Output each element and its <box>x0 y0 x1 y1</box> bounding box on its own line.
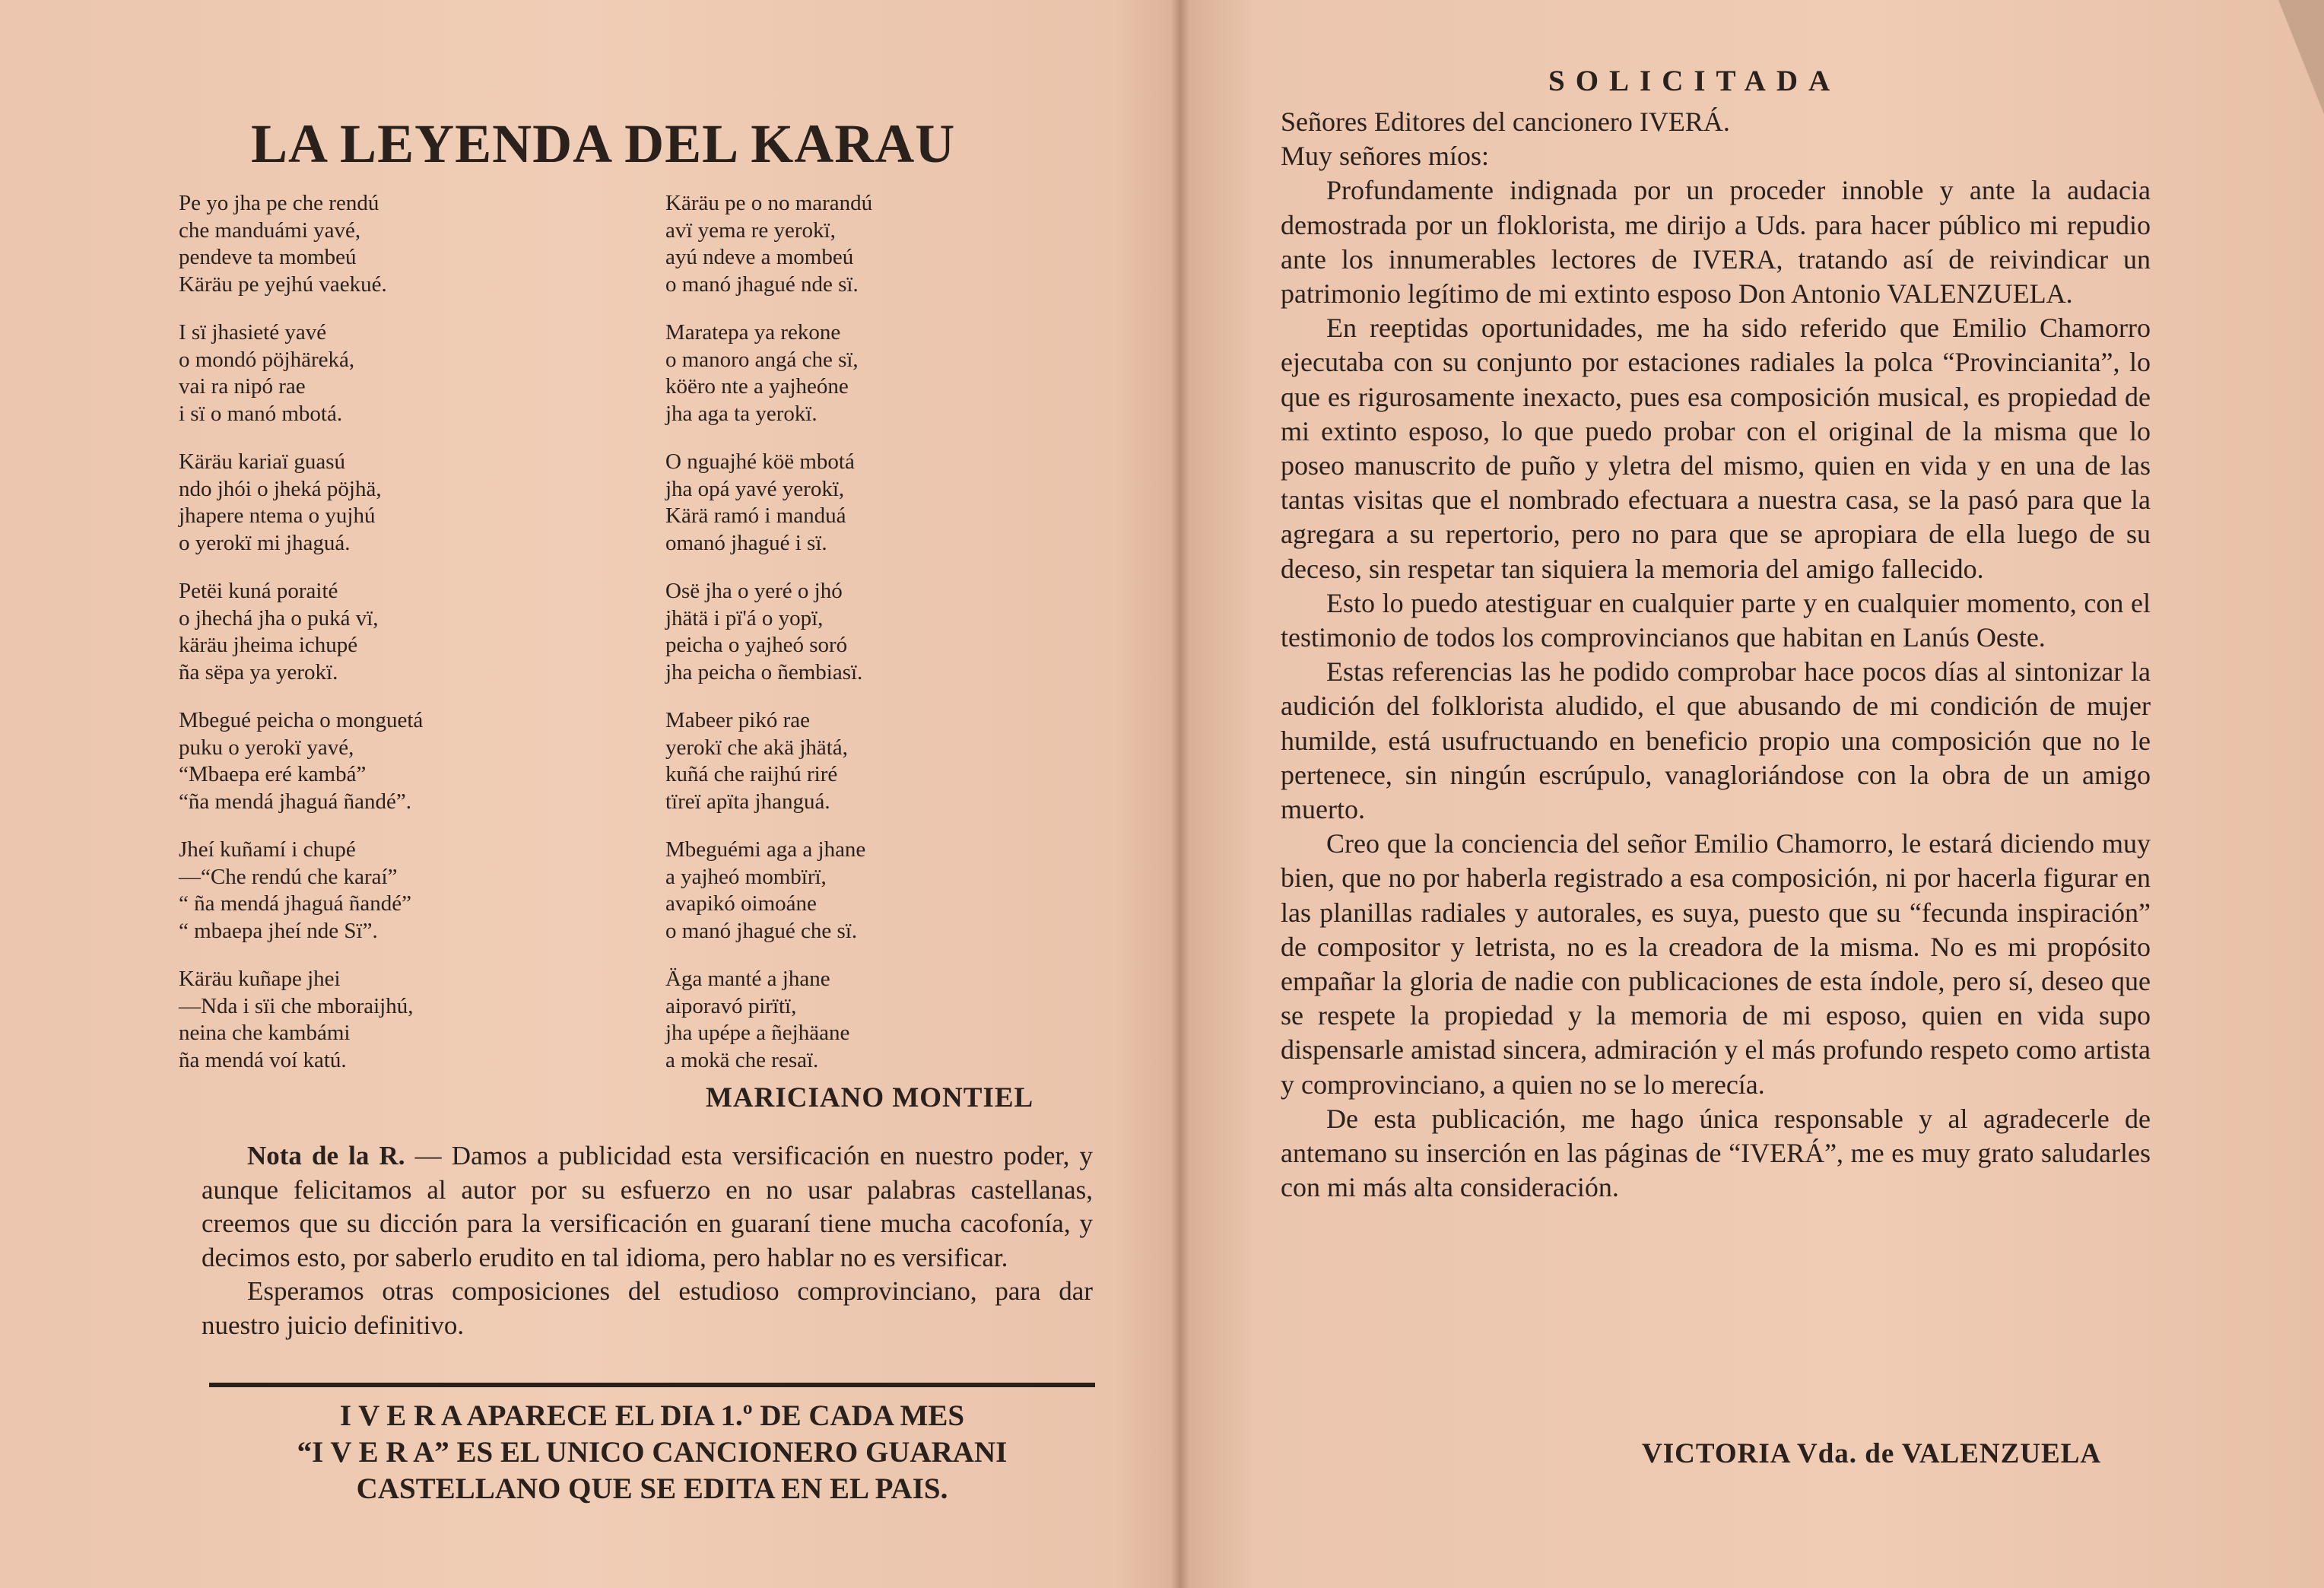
poem-line: ndo jhói o jheká pöjhä, <box>179 476 382 501</box>
poem-line: Maratepa ya rekone <box>665 320 841 345</box>
poem-stanza-1-2 <box>179 319 605 427</box>
poem-line: o yerokï mi jhaguá. <box>179 530 351 555</box>
poem-line: o mondó pöjhäreká, <box>179 347 355 372</box>
poem-line: jha peicha o ñembiasï. <box>665 659 863 684</box>
poem-stanza-2-5 <box>665 707 1061 815</box>
poem-line: puku o yerokï yavé, <box>179 735 354 760</box>
letter-title: SOLICITADA <box>1548 65 1841 97</box>
poem-line: jha upépe a ñejhäane <box>665 1021 850 1045</box>
poem-line: jha aga ta yerokï. <box>665 401 818 426</box>
poem-line: Kärä ramó i manduá <box>665 503 846 528</box>
salutation-line-1: Señores Editores del cancionero IVERÁ. <box>1281 106 1730 137</box>
poem-stanza-1-4 <box>179 578 605 686</box>
poem-line: Käräu pe o no marandú <box>665 191 873 215</box>
letter-paragraph-3: Esto lo puedo atestiguar en cualquier parte y en cualquier momento, con el testimonio de todos los comprovincianos que habitan en Lanús Oeste. <box>1281 587 2151 653</box>
right-page <box>1189 0 2324 1588</box>
poem-line: Mbegué peicha o monguetá <box>179 708 424 732</box>
salutation-line-2: Muy señores míos: <box>1281 141 1489 172</box>
poem-line: “ ña mendá jhaguá ñandé” <box>179 891 411 916</box>
poem-stanza-1-6 <box>179 837 605 945</box>
poem-line: a mokä che resaï. <box>665 1047 819 1072</box>
poem-line: “Mbaepa eré kambá” <box>179 762 367 786</box>
poem-line: yerokï che akä jhätá, <box>665 735 848 760</box>
divider-rule <box>209 1383 1095 1387</box>
poem-line: köëro nte a yajheóne <box>665 374 849 399</box>
footer-line-3: CASTELLANO QUE SE EDITA EN EL PAIS. <box>356 1472 948 1505</box>
poem-line: o jhechá jha o puká vï, <box>179 605 379 630</box>
letter-paragraph-6: De esta publicación, me hago única responsable y al agradecerle de antemano su inserción en las páginas de “IVERÁ”, me es muy grato saludarles con mi más alta consideración. <box>1281 1103 2151 1203</box>
poem-line: Käräu pe yejhú vaekué. <box>179 272 387 297</box>
poem-line: aiporavó pirïtï, <box>665 993 797 1018</box>
poem-line: che manduámi yavé, <box>179 218 361 243</box>
page-gutter <box>1171 0 1189 1588</box>
poem-stanza-2-1 <box>665 190 1061 298</box>
poem-line: avï yema re yerokï, <box>665 218 836 243</box>
poem-line: i sï o manó mbotá. <box>179 401 343 426</box>
poem-stanza-1-1 <box>179 190 605 298</box>
poem-title: LA LEYENDA DEL KARAU <box>251 113 956 174</box>
poem-line: tïreï apïta jhanguá. <box>665 789 830 814</box>
poem-stanza-2-7 <box>665 966 1061 1074</box>
poem-line: —“Che rendú che karaí” <box>179 864 398 889</box>
poem-stanza-1-3 <box>179 449 605 557</box>
poem-line: Äga manté a jhane <box>665 967 830 991</box>
poem-line: vai ra nipó rae <box>179 374 306 399</box>
poem-line: “ mbaepa jheí nde Sï”. <box>179 918 378 943</box>
poem-line: Pe yo jha pe che rendú <box>179 191 379 215</box>
letter-signature: VICTORIA Vda. de VALENZUELA <box>1642 1438 2102 1469</box>
poem-line: käräu jheima ichupé <box>179 633 358 657</box>
poem-line: neina che kambámi <box>179 1021 351 1045</box>
poem-line: I sï jhasieté yavé <box>179 320 327 345</box>
poem-line: a yajheó mombïrï, <box>665 864 827 889</box>
letter-paragraph-2: En reeptidas oportunidades, me ha sido referido que Emilio Chamorro ejecutaba con su conjunto por estaciones radiales la polca “Provincianita”, lo que es rigurosamente inexacto, pues esa composición musical, es propiedad de mi extinto esposo, lo que puedo probar con el original de la misma que lo poseo manuscrito de puño y yletra del mismo, quien en vida y en una de las tantas visitas que el nombrado efectuara a nuestra casa, se la pasó para que la agregara a su repertorio, pero no para que se apropiara de ella luego de su deceso, sin respetar tan siquiera la memoria del amigo fallecido. <box>1281 313 2151 584</box>
poem-line: jha opá yavé yerokï, <box>665 476 845 501</box>
poem-line: avapikó oimoáne <box>665 891 817 916</box>
poem-line: Käräu kuñape jhei <box>179 967 341 991</box>
letter-paragraph-1: Profundamente indignada por un proceder innoble y ante la audacia demostrada por un floklorista, me dirijo a Uds. para hacer público mi repudio ante los innumerables lectores de IVERA, tratando así de reivindicar un patrimonio legítimo de mi extinto esposo Don Antonio VALENZUELA. <box>1281 175 2151 310</box>
poem-line: pendeve ta mombeú <box>179 245 357 269</box>
footer-line-2: “I V E R A” ES EL UNICO CANCIONERO GUARANI <box>297 1436 1008 1469</box>
poem-line: kuñá che raijhú riré <box>665 762 838 786</box>
poem-line: “ña mendá jhaguá ñandé”. <box>179 789 411 814</box>
poem-line: Petëi kuná poraité <box>179 579 338 603</box>
poem-stanza-2-4 <box>665 578 1061 686</box>
poem-stanza-1-5 <box>179 707 605 815</box>
poem-line: omanó jhagué i sï. <box>665 530 827 555</box>
footer-line-1: I V E R A APARECE EL DIA 1.º DE CADA MES <box>339 1399 965 1432</box>
editor-note-heading: Nota de la R. <box>247 1141 405 1170</box>
editor-note-paragraph-2: Esperamos otras composiciones del estudioso comprovinciano, para dar nuestro juicio definitivo. <box>202 1276 1093 1340</box>
poem-author: MARICIANO MONTIEL <box>706 1082 1034 1113</box>
poem-column-1 <box>179 190 605 1095</box>
editor-note-paragraph-1 <box>202 1139 1093 1275</box>
poem-line: o manó jhagué che sï. <box>665 918 858 943</box>
poem-line: o manó jhagué nde sï. <box>665 272 859 297</box>
publication-footer <box>209 1398 1095 1507</box>
poem-line: O nguajhé köë mbotá <box>665 449 855 474</box>
poem-stanza-1-7 <box>179 966 605 1074</box>
editor-note-text: — Damos a publicidad esta versificación en nuestro poder, y aunque felicitamos al autor por su esfuerzo en no usar palabras castellanas, creemos que su dicción para la versificación en guaraní tiene mucha cacofonía, y decimos esto, por saberlo erudito en tal idioma, pero hablar no es versificar. <box>202 1141 1093 1272</box>
poem-column-2 <box>665 190 1061 1095</box>
poem-line: o manoro angá che sï, <box>665 347 859 372</box>
poem-line: ña mendá voí katú. <box>179 1047 347 1072</box>
poem-line: Käräu kariaï guasú <box>179 449 346 474</box>
letter-paragraph-4: Estas referencias las he podido comprobar hace pocos días al sintonizar la audición del folklorista aludido, el que abusando de mi condición de mujer humilde, está usufructuando en beneficio propio una composición que no le pertenece, sin ningún escrúpulo, vanagloriándose con la obra de un amigo muerto. <box>1281 656 2151 825</box>
poem-line: Osë jha o yeré o jhó <box>665 579 843 603</box>
letter-paragraph-5: Creo que la conciencia del señor Emilio Chamorro, le estará diciendo muy bien, que no por haberla registrado a esa composición, ni por hacerla figurar en las planillas radiales y autorales, es suya, puesto que su “fecunda inspiración” de compositor y letrista, no es la creadora de la misma. No es mi propósito empañar la gloria de nadie con publicaciones de esta índole, pero sí, deseo que se respete la propiedad y la memoria de mi esposo, quien en vida supo dispensarle amistad sincera, admiración y el más profundo respeto como artista y comprovinciano, a quien no se lo merecía. <box>1281 828 2151 1100</box>
poem-line: —Nda i sïi che mboraijhú, <box>179 993 414 1018</box>
poem-line: peicha o yajheó soró <box>665 633 848 657</box>
letter-body <box>1281 105 2151 1205</box>
poem-line: jhätä i pï'á o yopï, <box>665 605 824 630</box>
poem-line: ayú ndeve a mombeú <box>665 245 854 269</box>
poem-line: jhapere ntema o yujhú <box>179 503 376 528</box>
poem-stanza-2-6 <box>665 837 1061 945</box>
editor-note <box>202 1139 1093 1342</box>
poem-stanza-2-3 <box>665 449 1061 557</box>
poem-line: Mbeguémi aga a jhane <box>665 837 866 862</box>
poem-line: Mabeer pikó rae <box>665 708 811 732</box>
poem-stanza-2-2 <box>665 319 1061 427</box>
poem-line: Jheí kuñamí i chupé <box>179 837 356 862</box>
poem-line: ña sëpa ya yerokï. <box>179 659 338 684</box>
